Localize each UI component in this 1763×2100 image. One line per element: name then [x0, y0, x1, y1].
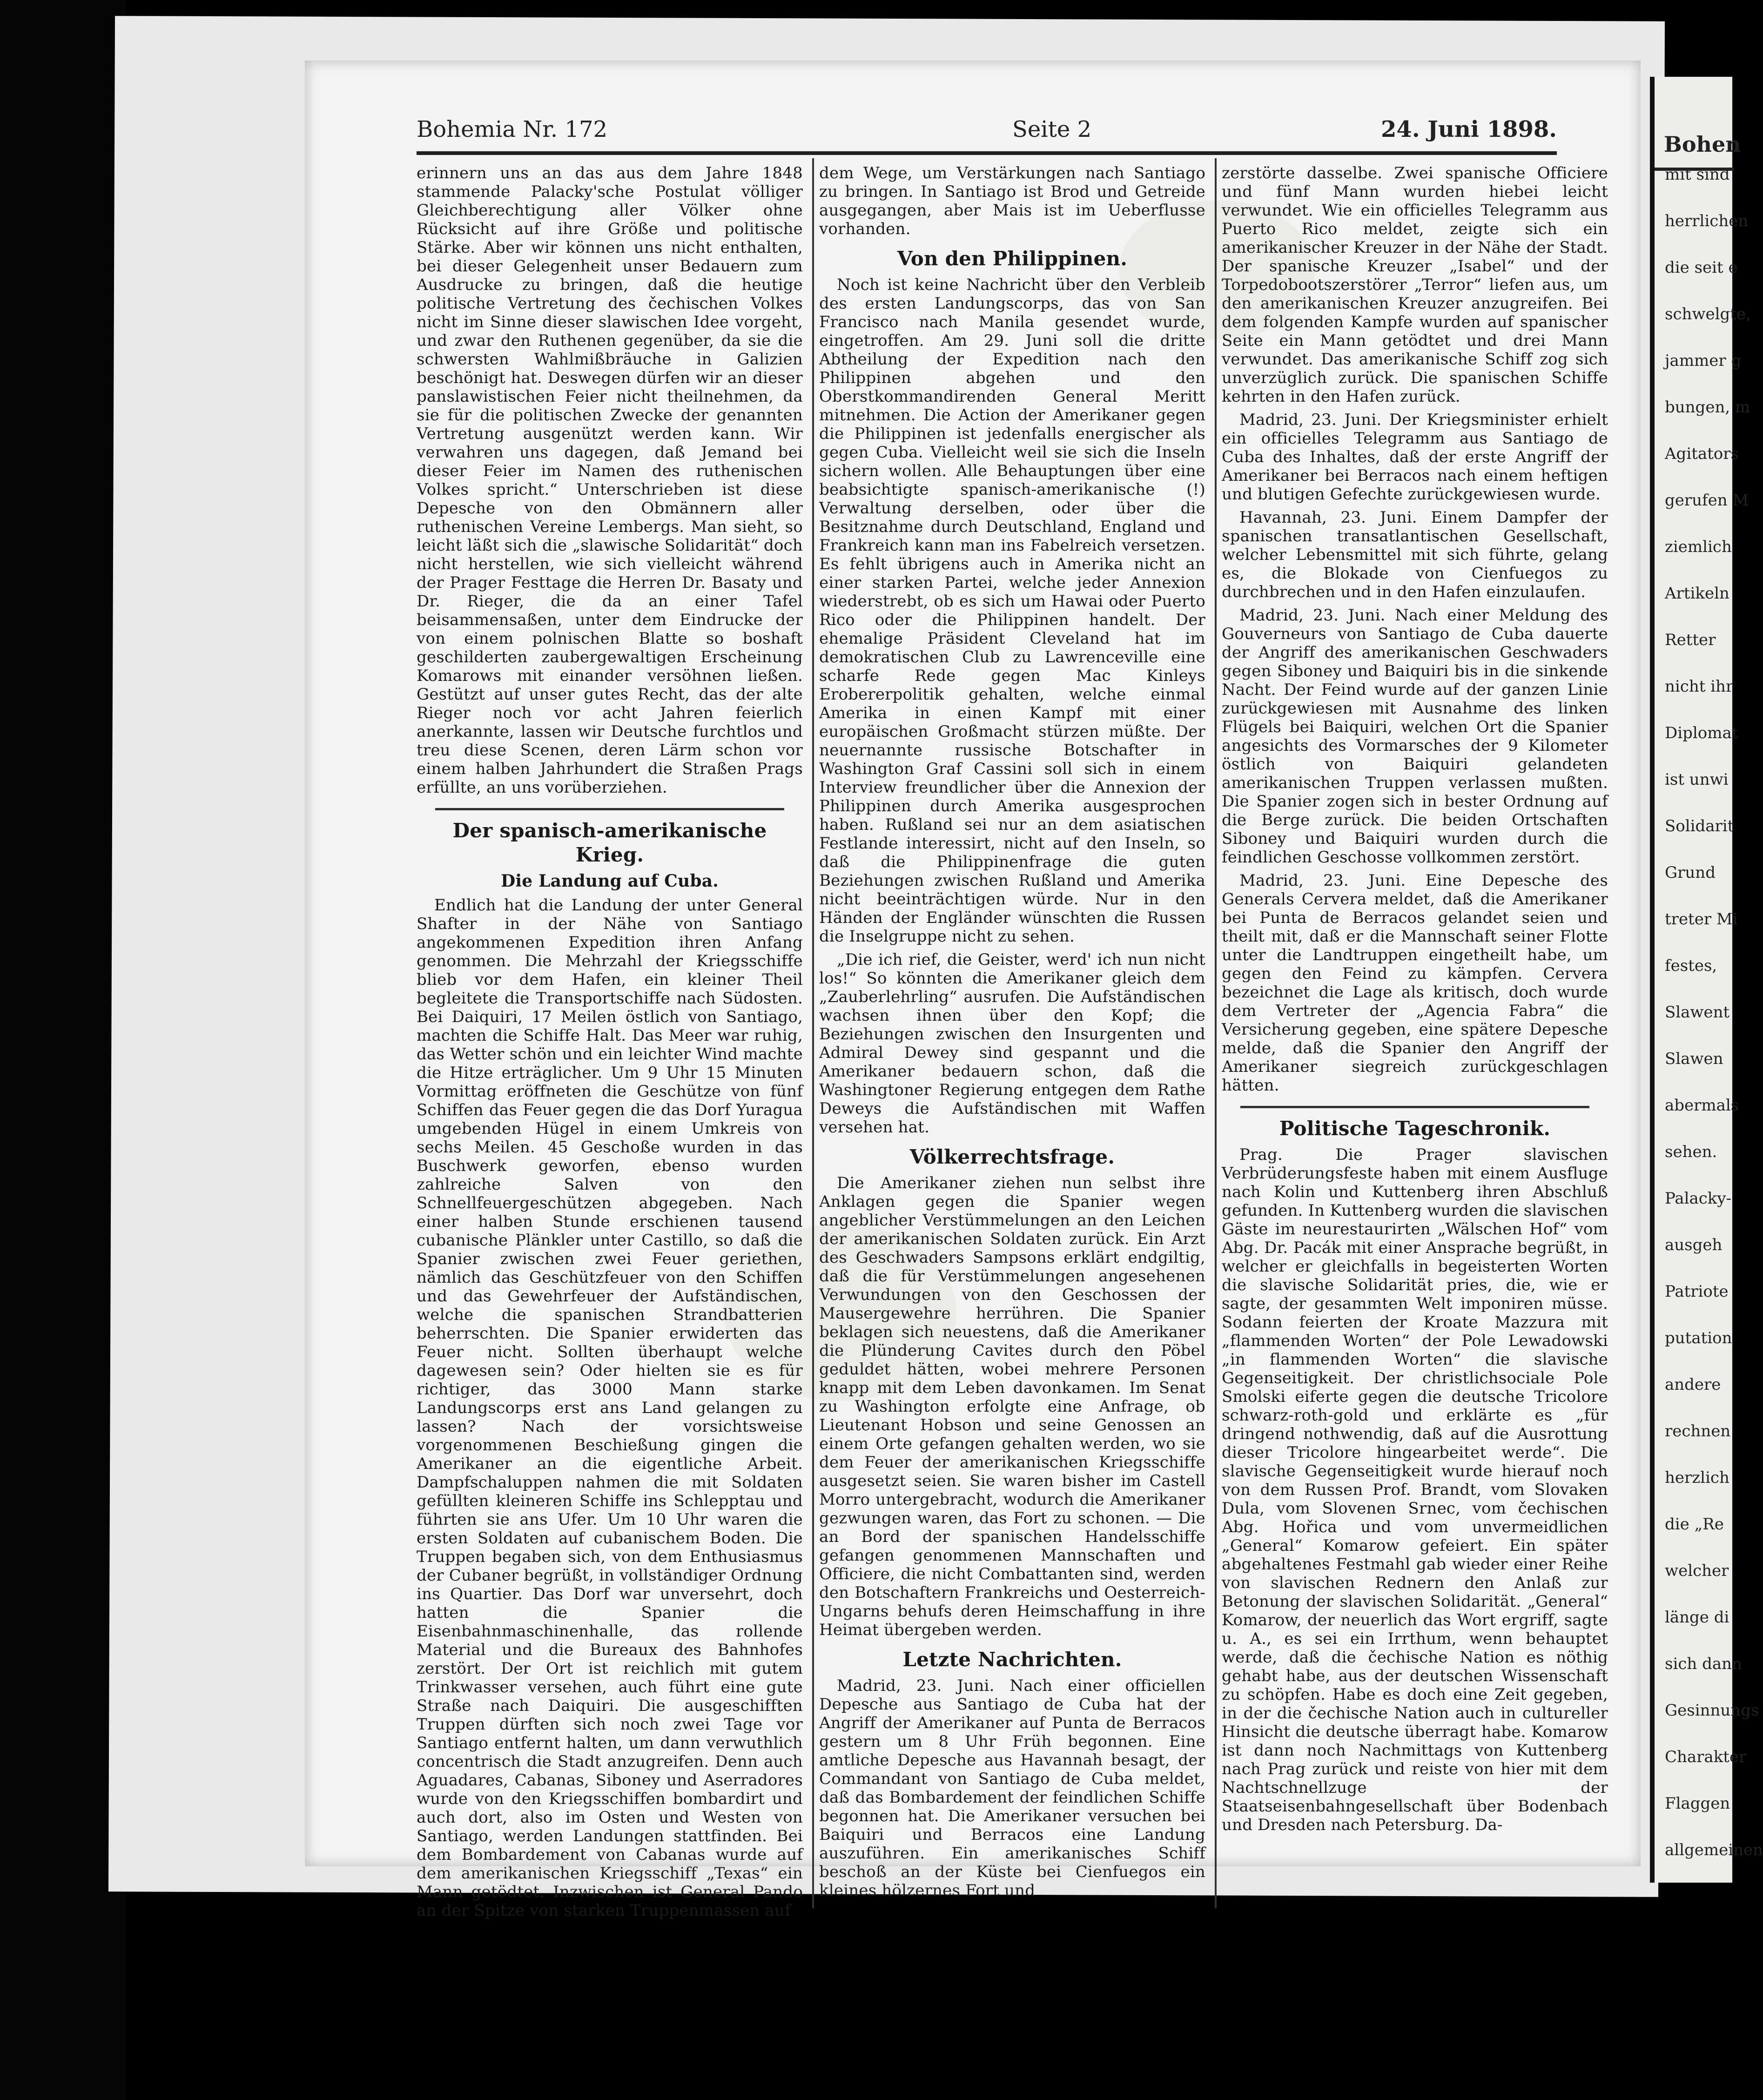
- newspaper-page: [305, 61, 1641, 1920]
- adjacent-text-line: länge di: [1665, 1608, 1729, 1627]
- article-paragraph: dem Wege, um Verstärkungen nach Santiago zu bringen. In Santiago ist Brod und Getreide ausgegangen, aber Mais ist im Ueberflusse vorhanden.: [819, 164, 1205, 238]
- adjacent-text-line: Palacky-: [1665, 1189, 1732, 1208]
- masthead: [417, 116, 1557, 146]
- adjacent-text-line: ausgeh: [1665, 1236, 1723, 1254]
- article-paragraph: zerstörte dasselbe. Zwei spanische Officiere und fünf Mann wurden hiebei leicht verwundet. Wie ein officielles Telegramm aus Puerto Rico meldet, zeigte sich ein amerikanischer Kreuzer in der Nähe der Stadt. Der spanische Kreuzer „Isabel“ und der Torpedobootszerstörer „Terror“ liefen aus, um den amerikanischen Kreuzer anzugreifen. Bei dem folgenden Kampfe wurden auf spanischer Seite ein Mann getödtet und drei Mann verwundet. Das amerikanische Schiff zog sich unverzüglich zurück. Die spanischen Schiffe kehrten in den Hafen zurück.: [1222, 164, 1608, 406]
- adjacent-text-line: welcher: [1665, 1562, 1729, 1580]
- adjacent-text-line: Gesinnungs: [1665, 1701, 1759, 1720]
- column-1: [417, 164, 803, 1925]
- adjacent-text-line: Solidarit: [1665, 817, 1734, 835]
- masthead-paper-name: Bohemia Nr. 172: [417, 116, 608, 142]
- article-paragraph: Madrid, 23. Juni. Der Kriegsminister erhielt ein officielles Telegramm aus Santiago de Cuba des Inhaltes, daß der erste Angriff der Amerikaner bei Berracos nach einem heftigen und blutigen Gefechte zurückgewiesen wurde.: [1222, 411, 1608, 504]
- article-paragraph: Prag. Die Prager slavischen Verbrüderungsfeste haben mit einem Ausfluge nach Kolin und Kuttenberg ihren Abschluß gefunden. In Kuttenberg wurden die slavischen Gäste im neurestaurirten „Wälschen Hof“ vom Abg. Dr. Pacák mit einer Ansprache begrüßt, in welcher er gleichfalls in begeisterten Worten die slavische Solidarität pries, die, wie er sagte, der gesammten Welt imponiren müsse. Sodann feierten der Kroate Mazzura mit „flammenden Worten“ der Pole Lewadowski „in flammenden Worten“ die slavische Gegenseitigkeit. Der christlichsociale Pole Smolski eiferte gegen die deutsche Tricolore schwarz-roth-gold und erklärte es „für dringend nothwendig, daß auf die Ausrottung dieser Tricolore hingearbeitet werde“. Die slavische Gegenseitigkeit wurde hierauf noch von dem Russen Prof. Brandt, vom Slovaken Dula, vom Slovenen Srnec, vom čechischen Abg. Hořica und vom unvermeidlichen „General“ Komarow gefeiert. Ein später abgehaltenes Festmahl gab wieder einer Reihe von slavischen Rednern den Anlaß zur Betonung der slavischen Solidarität. „General“ Komarow, der neuerlich das Wort ergriff, sagte u. A., es sei ein Irrthum, wenn behauptet werde, daß die čechische Nation es nöthig gehabt habe, aus der deutschen Wissenschaft zu schöpfen. Habe es doch eine Zeit gegeben, in der die čechische Nation auch in cultureller Hinsicht die deutsche überragt habe. Komarow ist dann noch Nachmittags von Kuttenberg nach Prag zurück und reiste von hier mit dem Nachtschnellzuge der Staatseisenbahngesellschaft über Bodenbach und Dresden nach Petersburg. Da-: [1222, 1145, 1608, 1834]
- section-subheading: Die Landung auf Cuba.: [501, 871, 719, 891]
- adjacent-text-line: Agitators: [1665, 444, 1739, 463]
- adjacent-text-line: schwelgte,: [1665, 305, 1751, 323]
- column-2: [819, 164, 1205, 1905]
- adjacent-page-edge: [1650, 77, 1763, 1883]
- section-rule: [435, 808, 784, 810]
- adjacent-text-line: ist unwi: [1665, 770, 1729, 789]
- adjacent-text-line: ziemlich: [1665, 538, 1732, 556]
- masthead-page-number: Seite 2: [1012, 116, 1092, 142]
- adjacent-text-line: andere: [1665, 1375, 1721, 1394]
- adjacent-text-line: Artikeln: [1665, 584, 1729, 603]
- adjacent-text-line: abermals: [1665, 1096, 1739, 1115]
- adjacent-text-line: festes,: [1665, 956, 1717, 975]
- adjacent-text-line: Flaggen: [1665, 1794, 1730, 1813]
- adjacent-text-line: mit sind: [1665, 165, 1730, 184]
- adjacent-text-line: herzlich: [1665, 1468, 1729, 1487]
- masthead-date: 24. Juni 1898.: [1381, 116, 1557, 142]
- adjacent-text-line: treter Mi: [1665, 910, 1738, 929]
- masthead-rule: [417, 151, 1557, 155]
- section-heading: Völkerrechtsfrage.: [909, 1145, 1115, 1168]
- adjacent-text-line: herrlichen: [1665, 212, 1749, 230]
- adjacent-text-fragments: [1665, 165, 1763, 1887]
- section-heading: Der spanisch-amerikanische Krieg.: [452, 819, 767, 866]
- column-3: [1222, 164, 1608, 1839]
- adjacent-text-line: die „Re: [1665, 1515, 1724, 1534]
- adjacent-text-line: jammer g: [1665, 351, 1742, 370]
- article-paragraph: Noch ist keine Nachricht über den Verbleib des ersten Landungscorps, das von San Francisco nach Manila gesendet wurde, eingetroffen. Am 29. Juni soll die dritte Abtheilung der Expedition nach den Philippinen abgehen und den Oberstkommandirenden General Meritt mitnehmen. Die Action der Amerikaner gegen die Philippinen ist jedenfalls energischer als gegen Cuba. Vielleicht weil sie sich die Inseln sichern wollen. Alle Behauptungen über eine beabsichtigte spanisch-amerikanische (!) Verwaltung derselben, oder über die Besitznahme durch Deutschland, England und Frankreich kann man ins Fabelreich versetzen. Es fehlt übrigens auch in Amerika nicht an einer starken Partei, welche jeder Annexion wiederstrebt, ob es sich um Hawai oder Puerto Rico oder die Philippinen handelt. Der ehemalige Präsident Cleveland hat im demokratischen Club zu Lawrenceville eine scharfe Rede gegen Mac Kinleys Erobererpolitik gehalten, welche einmal Amerika in einen Kampf mit einer europäischen Großmacht stürzen müßte. Der neuernannte russische Botschafter in Washington Graf Cassini soll sich in einem Interview freundlicher über die Annexion der Philippinen durch Amerika ausgesprochen haben. Rußland sei nur an dem asiatischen Festlande interessirt, nicht auf den Inseln, so daß die Philippinenfrage die guten Beziehungen zwischen Rußland und Amerika nicht beeinträchtigen würde. Nur in den Händen der Engländer wünschten die Russen die Inselgruppe nicht zu sehen.: [819, 276, 1205, 946]
- adjacent-text-line: putation: [1665, 1329, 1732, 1347]
- article-paragraph: Madrid, 23. Juni. Nach einer officiellen Depesche aus Santiago de Cuba hat der Angriff der Amerikaner auf Punta de Berracos gestern um 8 Uhr Früh begonnen. Eine amtliche Depesche aus Havannah besagt, der Commandant von Santiago de Cuba meldet, daß das Bombardement der feindlichen Schiffe begonnen hat. Die Amerikaner versuchen bei Baiquiri und Berracos eine Landung auszuführen. Ein amerikanisches Schiff beschoß an der Küste bei Cienfuegos ein kleines hölzernes Fort und: [819, 1676, 1205, 1900]
- section-heading: Von den Philippinen.: [897, 247, 1128, 270]
- adjacent-text-line: rechnen: [1665, 1422, 1731, 1440]
- adjacent-text-line: Slawen: [1665, 1050, 1723, 1068]
- article-paragraph: Havannah, 23. Juni. Einem Dampfer der spanischen transatlantischen Gesellschaft, welcher Lebensmittel mit sich führte, gelang es, die Blokade von Cienfuegos zu durchbrechen und in den Hafen einzulaufen.: [1222, 508, 1608, 601]
- article-paragraph: Madrid, 23. Juni. Nach einer Meldung des Gouverneurs von Santiago de Cuba dauerte der Angriff des amerikanischen Geschwaders gegen Siboney und Baiquiri bis in die sinkende Nacht. Der Feind wurde auf der ganzen Linie zurückgewiesen mit Ausnahme des linken Flügels bei Baiquiri, welchen Ort die Spanier angesichts des Vormarsches der 9 Kilometer östlich von Baiquiri gelandeten amerikanischen Truppen verlassen mußten. Die Spanier zogen sich in bester Ordnung auf die Berge zurück. Die beiden Ortschaften Siboney und Baiquiri wurden durch die feindlichen Geschosse vollkommen zerstört.: [1222, 606, 1608, 867]
- article-paragraph: Die Amerikaner ziehen nun selbst ihre Anklagen gegen die Spanier wegen angeblicher Verstümmelungen an den Leichen der amerikanischen Soldaten zurück. Ein Arzt des Geschwaders Sampsons erklärt endgiltig, daß die für Verstümmelungen angesehenen Verwundungen von den Geschossen der Mausergewehre herrühren. Die Spanier beklagen sich neuestens, daß die Amerikaner die Plünderung Cavites durch den Pöbel geduldet hätten, wobei mehrere Personen knapp mit dem Leben davonkamen. Im Senat zu Washington erfolgte eine Anfrage, ob Lieutenant Hobson und seine Genossen an einem Orte gefangen gehalten werden, wo sie dem Feuer der amerikanischen Kriegsschiffe ausgesetzt seien. Sie waren bisher im Castell Morro untergebracht, wodurch die Amerikaner gezwungen waren, das Fort zu schonen. — Die an Bord der spanischen Handelsschiffe gefangen genommenen Mannschaften und Officiere, die nicht Combattanten sind, werden den Botschaftern Frankreichs und Oesterreich-Ungarns behufs deren Heimschaffung in ihre Heimat übergeben werden.: [819, 1174, 1205, 1639]
- column-divider: [1215, 158, 1217, 1908]
- adjacent-text-line: Diplomat: [1665, 724, 1738, 742]
- adjacent-text-line: die seit e: [1665, 258, 1738, 277]
- adjacent-text-line: Retter: [1665, 631, 1716, 649]
- section-heading: Letzte Nachrichten.: [902, 1648, 1122, 1671]
- article-paragraph: „Die ich rief, die Geister, werd' ich nun nicht los!“ So könnten die Amerikaner gleich dem „Zauberlehrling“ ausrufen. Die Aufständischen wachsen ihnen über den Kopf; die Beziehungen zwischen den Insurgenten und Admiral Dewey sind gespannt und die Amerikaner bedauern schon, daß die Washingtoner Regierung entgegen dem Rathe Deweys die Aufständischen mit Waffen versehen hat.: [819, 950, 1205, 1137]
- adjacent-text-line: bungen, m: [1665, 398, 1750, 417]
- section-rule: [1240, 1106, 1589, 1108]
- article-paragraph: Madrid, 23. Juni. Eine Depesche des Generals Cervera meldet, daß die Amerikaner bei Punta de Berracos gelandet seien und theilt mit, daß er die Mannschaft seiner Flotte unter die Landtruppen eingetheilt habe, um gegen den Feind zu kämpfen. Cervera bezeichnet die Lage als kritisch, doch wurde dem Vertreter der „Agencia Fabra“ die Versicherung gegeben, eine spätere Depesche melde, daß die Spanier den Angriff der Amerikaner siegreich zurückgeschlagen hätten.: [1222, 871, 1608, 1095]
- adjacent-text-line: Charakter: [1665, 1748, 1747, 1766]
- adjacent-text-line: sich dann: [1665, 1655, 1742, 1673]
- adjacent-text-line: sehen.: [1665, 1143, 1717, 1161]
- adjacent-text-line: allgemeinen: [1665, 1841, 1763, 1859]
- column-divider: [812, 158, 814, 1908]
- adjacent-text-line: Patriote: [1665, 1282, 1729, 1301]
- adjacent-text-line: gerufen M: [1665, 491, 1749, 510]
- film-border: [0, 0, 126, 2100]
- article-paragraph: erinnern uns an das aus dem Jahre 1848 stammende Palacky'sche Postulat völliger Gleichberechtigung aller Völker ohne Rücksicht auf ihre Größe und politische Stärke. Aber wir können uns nicht enthalten, bei dieser Gelegenheit unser Bedauern zum Ausdrucke zu bringen, daß die heutige politische Vertretung des čechischen Volkes nicht im Sinne dieser slawischen Idee vorgeht, und zwar den Ruthenen gegenüber, da sie die schwersten Wahlmißbräuche in Galizien beschönigt hat. Deswegen dürfen wir an dieser panslawistischen Feier nicht theilnehmen, da sie für die politischen Zwecke der genannten Vertretung ausgenützt werden kann. Wir verwahren uns dagegen, daß Jemand bei dieser Feier im Namen des ruthenischen Volkes spricht.“ Unterschrieben ist diese Depesche von den Obmännern aller ruthenischen Vereine Lembergs. Man sieht, so leicht läßt sich die „slawische Solidarität“ doch nicht herstellen, wie sich vielleicht während der Prager Festtage die Herren Dr. Basaty und Dr. Rieger, die da an einer Tafel beisammensaßen, unter dem Eindrucke der von einem polnischen Blatte so boshaft geschilderten zaubergewaltigen Erscheinung Komarows mit einander versöhnen ließen. Gestützt auf unser gutes Recht, das der alte Rieger noch vor acht Jahren feierlich anerkannte, lassen wir Deutsche furchtlos und treu diese Scenen, deren Lärm schon vor einem halben Jahrhundert die Straßen Prags erfüllte, an uns vorüberziehen.: [417, 164, 803, 797]
- article-paragraph: Endlich hat die Landung der unter General Shafter in der Nähe von Santiago angekommenen Expedition ihren Anfang genommen. Die Mehrzahl der Kriegsschiffe blieb vor dem Hafen, ein kleiner Theil begleitete die Transportschiffe nach Südosten. Bei Daiquiri, 17 Meilen östlich von Santiago, machten die Schiffe Halt. Das Meer war ruhig, das Wetter schön und ein leichter Wind machte die Hitze erträglicher. Um 9 Uhr 15 Minuten Vormittag eröffneten die Geschütze von fünf Schiffen das Feuer gegen die das Dorf Yuragua umgebenden Hügel in einem Umkreis von sechs Meilen. 45 Geschoße wurden in das Buschwerk geworfen, ebenso wurden zahlreiche Salven von den Schnellfeuergeschützen abgegeben. Nach einer halben Stunde erschienen tausend cubanische Plänkler unter Castillo, so daß die Spanier zwischen zwei Feuer geriethen, nämlich das Geschützfeuer von den Schiffen und das Gewehrfeuer der Aufständischen, welche die spanischen Strandbatterien beherrschten. Die Spanier erwiderten das Feuer nicht. Sollten überhaupt welche dagewesen sein? Oder hielten sie es für richtiger, das 3000 Mann starke Landungscorps erst ans Land gelangen zu lassen? Nach der vorsichtsweise vorgenommenen Beschießung gingen die Amerikaner an die eigentliche Arbeit. Dampfschaluppen nahmen die mit Soldaten gefüllten kleineren Schiffe ins Schlepptau und führten sie ans Ufer. Um 10 Uhr waren die ersten Soldaten auf cubanischem Boden. Die Truppen begaben sich, von dem Enthusiasmus der Cubaner begrüßt, in vollständiger Ordnung ins Quartier. Das Dorf war unversehrt, doch hatten die Spanier die Eisenbahnmaschinenhalle, das rollende Material und die Bureaux des Bahnhofes zerstört. Der Ort ist reichlich mit gutem Trinkwasser versehen, auch führt eine gute Straße nach Daiquiri. Die ausgeschifften Truppen dürften sich noch zwei Tage vor Santiago entfernt halten, um dann verwuthlich concentrisch die Stadt anzugreifen. Denn auch Aguadares, Cabanas, Siboney und Aserradores wurde von den Kriegsschiffen bombardirt und auch dort, also im Osten und Westen von Santiago, werden Landungen stattfinden. Bei dem Bombardement von Cabanas wurde auf dem amerikanischen Kriegsschiff „Texas“ ein Mann getödtet. Inzwischen ist General Pando an der Spitze von starken Truppenmassen auf: [417, 896, 803, 1920]
- adjacent-masthead: Bohen: [1664, 132, 1741, 157]
- adjacent-text-line: Slawent: [1665, 1003, 1730, 1022]
- adjacent-text-line: Grund: [1665, 863, 1716, 882]
- section-heading: Politische Tageschronik.: [1279, 1117, 1551, 1140]
- adjacent-text-line: nicht ihr: [1665, 677, 1734, 696]
